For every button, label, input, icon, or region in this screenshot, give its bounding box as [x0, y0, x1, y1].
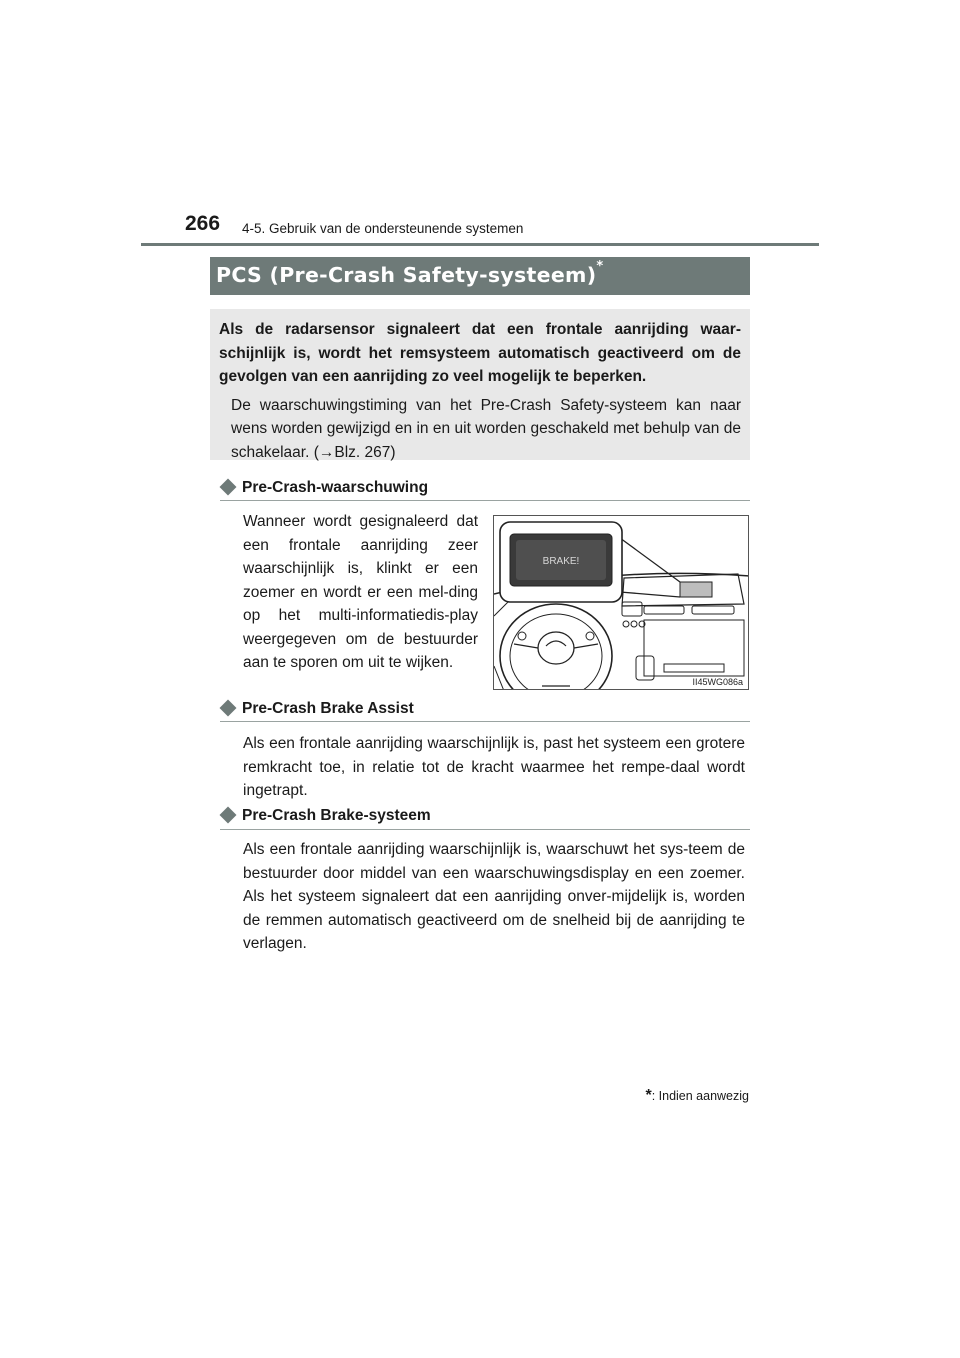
footnote-mark: * — [645, 1087, 652, 1104]
footnote-text: : Indien aanwezig — [651, 1089, 749, 1103]
diamond-bullet-icon — [220, 700, 237, 717]
section-rule — [220, 721, 750, 722]
intro-summary: Als de radarsensor signaleert dat een frontale aanrijding waar-schijnlijk is, wordt het remsysteem automatisch geactiveerd om de gevolgen van een aanrijding zo veel mogelijk te beperken. — [219, 321, 741, 385]
intro-note: De waarschuwingstiming van het Pre-Crash Safety-systeem kan naar wens worden gewijzigd en in en uit worden geschakeld met behulp van de schakelaar. (→Blz. 267) — [231, 396, 741, 461]
section-title-bar — [210, 257, 750, 295]
intro-box — [210, 309, 750, 460]
dashboard-drawing — [494, 516, 749, 690]
figure-code: II45WG086a — [692, 677, 743, 687]
section-text-brake-system: Als een frontale aanrijding waarschijnlijk is, waarschuwt het sys-teem de bestuurder door middel van een waarschuwingsdisplay en een zoemer. Als het systeem signaleert dat een aanrijding onver-mijdelijk is, worden de remmen automatisch geactiveerd om de snelheid bij de aanrijding te verlagen. — [243, 841, 745, 952]
diamond-bullet-icon — [220, 479, 237, 496]
section-heading-label: Pre-Crash Brake-systeem — [242, 807, 431, 824]
section-heading-brake-system — [220, 807, 750, 827]
section-heading-brake-assist — [220, 700, 750, 720]
section-title: PCS (Pre-Crash Safety-systeem) — [216, 263, 597, 287]
display-text: BRAKE! — [542, 556, 580, 567]
section-rule — [220, 829, 750, 830]
section-rule — [220, 500, 750, 501]
diamond-bullet-icon — [220, 807, 237, 824]
dashboard-illustration — [493, 515, 749, 690]
page-number: 266 — [185, 212, 221, 235]
section-heading-warning — [220, 479, 750, 499]
section-text-warning: Wanneer wordt gesignaleerd dat een frontale aanrijding zeer waarschijnlijk is, klinkt er een zoemer en wordt er een mel-ding op het multi-informatiedis-play weergegeven om de bestuurder aan te sporen om uit te wijken. — [243, 513, 478, 671]
footnote — [645, 1087, 749, 1105]
header-rule — [141, 243, 819, 246]
section-heading-label: Pre-Crash Brake Assist — [242, 700, 414, 717]
chapter-title: 4-5. Gebruik van de ondersteunende systemen — [242, 221, 524, 236]
section-heading-label: Pre-Crash-waarschuwing — [242, 479, 429, 496]
title-footnote-mark: * — [596, 259, 604, 275]
section-text-brake-assist: Als een frontale aanrijding waarschijnlijk is, past het systeem een grotere remkracht toe, in relatie tot de kracht waarmee het rempe-daal wordt ingetrapt. — [243, 735, 745, 799]
